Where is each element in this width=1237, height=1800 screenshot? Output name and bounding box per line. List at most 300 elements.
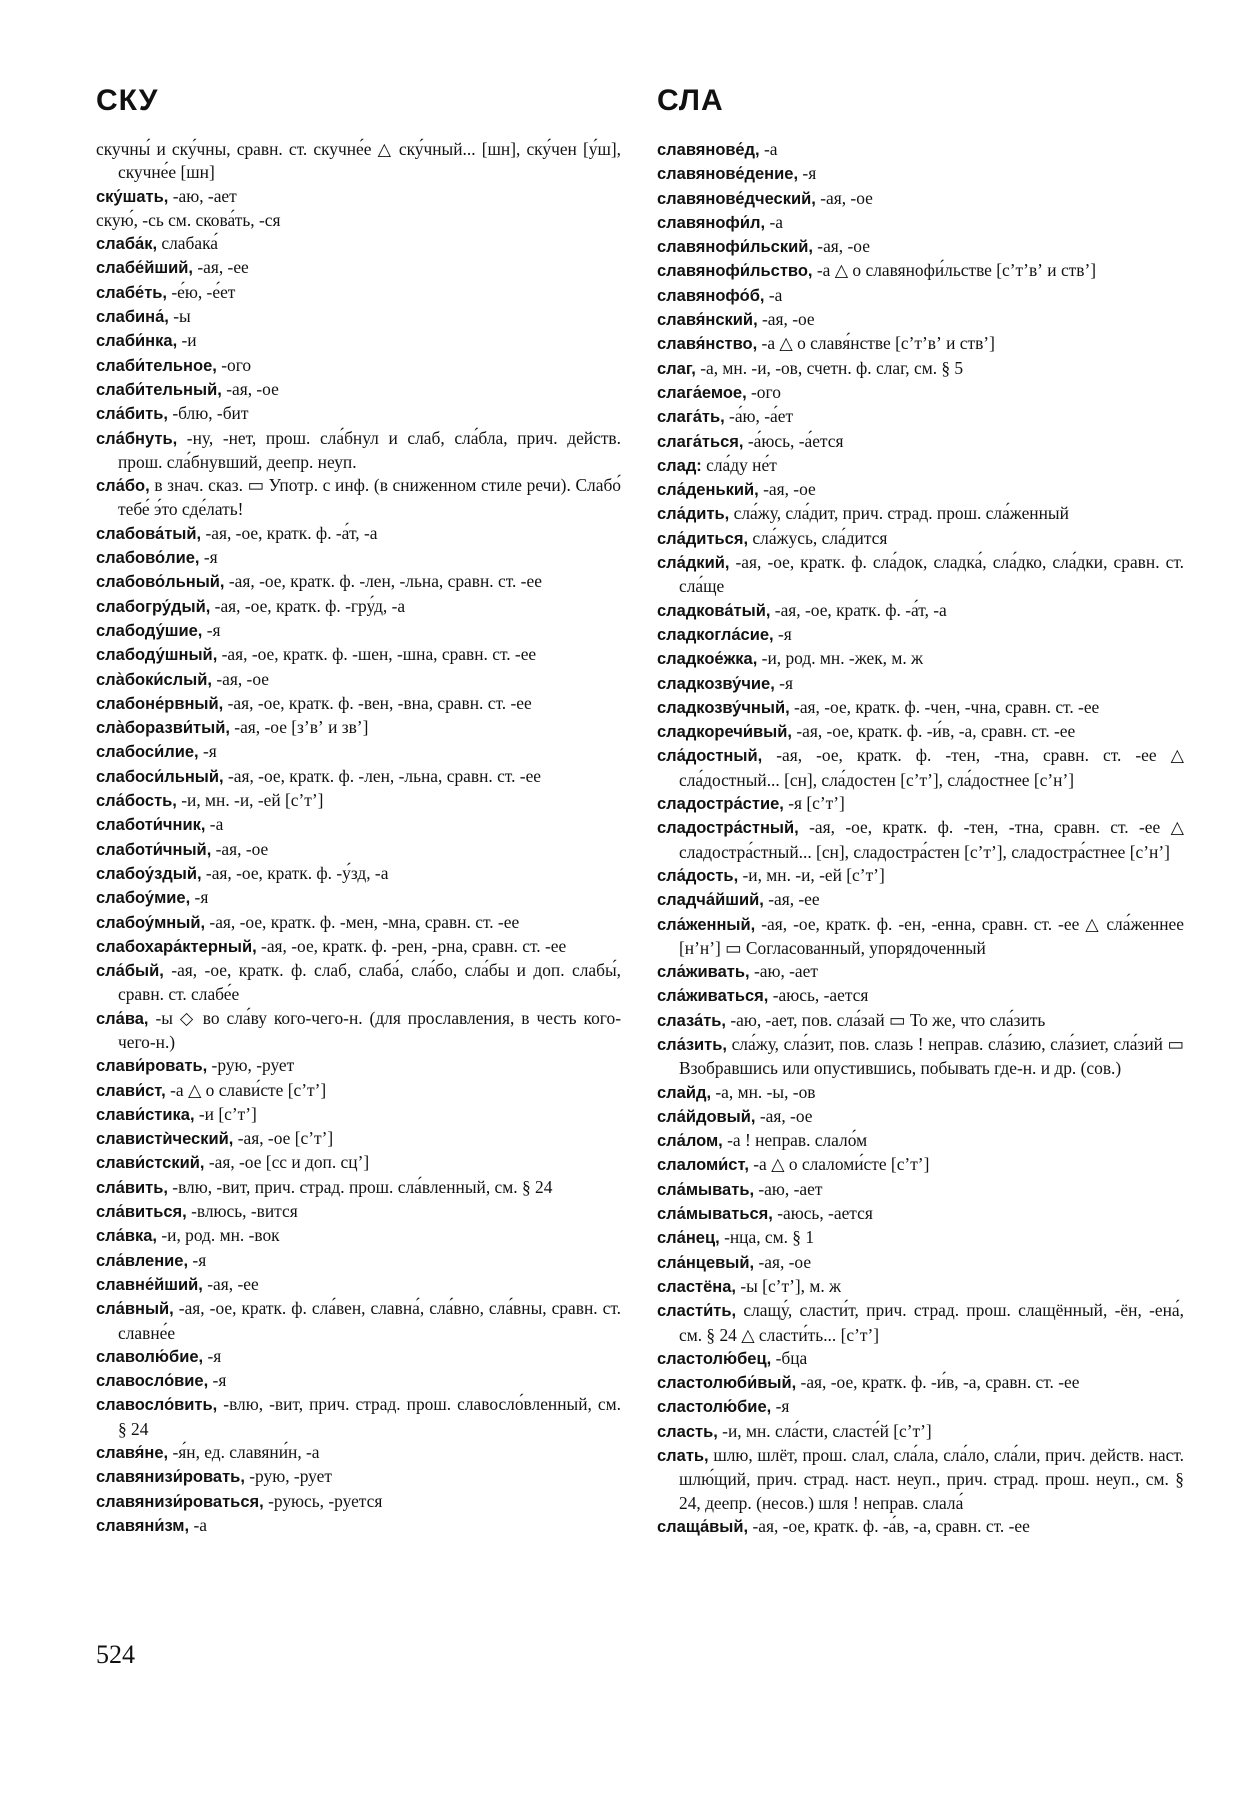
dictionary-entry xyxy=(96,1369,621,1393)
dictionary-entry xyxy=(657,478,1184,502)
dictionary-entry xyxy=(657,696,1184,720)
entry-headword: сластолюби́вый, xyxy=(657,1374,797,1393)
entry-headword: сладча́йший, xyxy=(657,891,764,910)
dictionary-entry xyxy=(657,259,1184,283)
dictionary-entry xyxy=(657,1226,1184,1250)
entry-headword: слабе́ть, xyxy=(96,283,168,302)
dictionary-entry xyxy=(96,789,621,813)
right-column xyxy=(657,138,1184,1539)
entry-text: -а xyxy=(759,139,778,159)
entry-text: -а, мн. -и, -ов, счетн. ф. слаг, см. § 5 xyxy=(695,357,964,378)
dictionary-entry xyxy=(657,1153,1184,1177)
entry-text: -рую, -рует xyxy=(207,1055,295,1076)
entry-headword: сладкозву́чный, xyxy=(657,698,790,717)
entry-text: -влю, -вит, прич. страд. прош. славосло́вленный, см. § 24 xyxy=(118,1394,621,1439)
entry-text: шлю, шлёт, прош. слал, сла́ла, сла́ло, сла́ли, прич. действ. наст. шлю́щий, прич. страд. наст. неуп., прич. страд. прош. неуп., см. § 24, деепр. (несов.) шля ! неправ. слала́ xyxy=(679,1445,1184,1513)
entry-headword: слабоду́шие, xyxy=(96,621,203,640)
entry-headword: слаби́нка, xyxy=(96,332,178,351)
entry-headword: слабина́, xyxy=(96,308,169,327)
entry-text: -я xyxy=(203,1345,222,1366)
dictionary-entry xyxy=(96,354,621,378)
entry-text: -аю, -ает xyxy=(754,1178,823,1199)
dictionary-entry xyxy=(657,430,1184,454)
entry-headword: сластолю́бец, xyxy=(657,1349,772,1368)
entry-text: -ая, -ое, кратк. ф. слаб, слаба́, сла́бо, сла́бы и доп. слабы́, сравн. ст. слабе́е xyxy=(118,960,621,1005)
dictionary-entry xyxy=(96,1393,621,1441)
entry-headword: сла́диться, xyxy=(657,529,749,548)
entry-text: -ая, -ое, кратк. ф. -шен, -шна, сравн. ст. -ее xyxy=(217,644,537,665)
entry-text: в знач. сказ. ▭ Употр. с инф. (в сниженном стиле речи). Слабо́ тебе́ э́то сде́лать! xyxy=(118,475,621,520)
dictionary-entry xyxy=(657,381,1184,405)
entry-text: -е́ю, -е́ет xyxy=(167,281,236,302)
dictionary-entry xyxy=(96,959,621,1007)
entry-text: -ая, -ее xyxy=(192,257,249,278)
dictionary-entry xyxy=(657,647,1184,671)
entry-headword: сла́нцевый, xyxy=(657,1253,755,1272)
entry-text: -а xyxy=(765,211,783,232)
entry-text: -ая, -ое xyxy=(758,479,816,500)
entry-headword: славянофи́льство, xyxy=(657,262,813,281)
entry-text: -ая, -ое [сʼтʼ] xyxy=(233,1128,334,1149)
dictionary-entry xyxy=(657,1009,1184,1033)
entry-headword: слаг, xyxy=(657,359,696,378)
entry-headword: сла́дость, xyxy=(657,866,739,885)
dictionary-entry xyxy=(657,720,1184,744)
entry-text: -ая, -ое, кратк. ф. -а́т, -а xyxy=(201,522,378,543)
entry-text: -и, мн. -и, -ей [сʼтʼ] xyxy=(176,790,324,811)
entry-headword: сластолю́бие, xyxy=(657,1398,772,1417)
entry-headword: слабоне́рвный, xyxy=(96,694,224,713)
entry-text: -и [сʼтʼ] xyxy=(194,1103,257,1124)
entry-text: -аю, -ает xyxy=(749,961,818,982)
dictionary-entry xyxy=(96,1103,621,1127)
entry-headword: сла́достный, xyxy=(657,747,763,766)
entry-headword: сладкоречи́вый, xyxy=(657,723,792,742)
entry-text: -ы xyxy=(168,306,191,327)
dictionary-entry xyxy=(96,1490,621,1514)
entry-text: -ая, -ое, кратк. ф. -гру́д, -а xyxy=(210,595,406,616)
entry-text: -ая, -ое [сс и доп. сцʼ] xyxy=(204,1152,370,1173)
entry-headword: сладкогла́сие, xyxy=(657,625,774,644)
entry-text: -ая, -ое xyxy=(754,1251,812,1272)
entry-text: -ы [сʼтʼ], м. ж xyxy=(736,1275,842,1296)
entry-headword: слад: xyxy=(657,456,702,475)
dictionary-entry xyxy=(96,838,621,862)
dictionary-entry xyxy=(96,1079,621,1103)
entry-headword: слаба́к, xyxy=(96,235,158,254)
entry-headword: слабово́лие, xyxy=(96,549,200,568)
entry-headword: сластёна, xyxy=(657,1277,736,1296)
entry-headword: сла́йдовый, xyxy=(657,1107,756,1126)
entry-text: -а ! неправ. слало́м xyxy=(722,1130,868,1151)
entry-text: -бца xyxy=(771,1347,808,1368)
dictionary-entry xyxy=(96,378,621,402)
dictionary-entry xyxy=(96,1273,621,1297)
dictionary-entry xyxy=(657,527,1184,551)
entry-text: -ая, -ое, кратк. ф. -рен, -рна, сравн. ст. -ее xyxy=(256,935,567,956)
entry-text: -я xyxy=(771,1396,790,1417)
entry-headword: сла́мываться, xyxy=(657,1205,773,1224)
dictionary-entry xyxy=(657,984,1184,1008)
dictionary-entry xyxy=(96,185,621,209)
dictionary-entry xyxy=(96,1127,621,1151)
entry-headword: сласть, xyxy=(657,1422,718,1441)
entry-text: -влюсь, -вится xyxy=(186,1201,298,1222)
entry-text: -а xyxy=(205,814,224,835)
entry-text: -и, мн. сла́сти, сласте́й [сʼтʼ] xyxy=(717,1420,932,1441)
entry-text: -аюсь, -ается xyxy=(768,985,869,1006)
dictionary-entry xyxy=(96,232,621,256)
entry-headword: сла́бость, xyxy=(96,792,177,811)
entry-text: -аю, -ает xyxy=(168,185,237,206)
dictionary-entry xyxy=(657,1371,1184,1395)
dictionary-entry xyxy=(657,1178,1184,1202)
dictionary-entry xyxy=(96,911,621,935)
entry-text: -ая, -ое xyxy=(755,1105,813,1126)
dictionary-entry xyxy=(657,672,1184,696)
entry-text: -ая, -ое xyxy=(815,187,873,208)
entry-text: -ая, -ое, кратк. ф. -вен, -вна, сравн. ст. -ее xyxy=(223,692,532,713)
entry-text: -рую, -рует xyxy=(244,1466,332,1487)
entry-text: -ая, -ее xyxy=(763,889,820,910)
entry-headword: славянове́дение, xyxy=(657,165,799,184)
entry-text: -руюсь, -руется xyxy=(263,1490,383,1511)
entry-headword: сла́лом, xyxy=(657,1132,723,1151)
entry-headword: слабе́йший, xyxy=(96,259,193,278)
entry-headword: слаботи́чный, xyxy=(96,840,212,859)
dictionary-entry xyxy=(96,1297,621,1345)
dictionary-entry xyxy=(657,599,1184,623)
entry-text: -ая, -ое, кратк. ф. -тен, -тна, сравн. ст. -ее △ сла́достный... [сн], сла́достен [сʼтʼ], сла́достнее [сʼнʼ] xyxy=(679,745,1184,790)
dictionary-entry xyxy=(96,813,621,837)
entry-text: -а xyxy=(764,284,783,305)
entry-text: -ая, -ое, кратк. ф. -и́в, -а, сравн. ст. -ее xyxy=(791,721,1076,742)
entry-headword: славя́нство, xyxy=(657,335,758,354)
entry-headword: слаломи́ст, xyxy=(657,1156,749,1175)
entry-headword: слаботи́чник, xyxy=(96,816,206,835)
dictionary-entry xyxy=(96,305,621,329)
dictionary-entry xyxy=(96,1054,621,1078)
entry-text: -влю, -вит, прич. страд. прош. сла́вленный, см. § 24 xyxy=(167,1176,553,1197)
dictionary-entry xyxy=(657,1515,1184,1539)
entry-headword: сла́нец, xyxy=(657,1229,720,1248)
entry-text: -а △ о славя́нстве [сʼтʼвʼ и ствʼ] xyxy=(757,333,995,354)
dictionary-entry xyxy=(657,357,1184,381)
entry-text: -а, мн. -ы, -ов xyxy=(711,1081,816,1102)
entry-text: сла́жу, сла́зит, пов. слазь ! неправ. сла́зию, сла́зиет, сла́зий ▭ Взобравшись или опустившись, побывать где-н. и др. (сов.) xyxy=(679,1033,1184,1079)
dictionary-entry xyxy=(657,744,1184,792)
entry-text: -я xyxy=(773,623,792,644)
entry-headword: сла́вный, xyxy=(96,1300,174,1319)
dictionary-entry xyxy=(657,1444,1184,1515)
entry-text: сла́жусь, сла́дится xyxy=(748,527,888,548)
dictionary-entry xyxy=(657,1420,1184,1444)
entry-text: -аюсь, -ается xyxy=(772,1203,873,1224)
page-number: 524 xyxy=(96,1640,135,1669)
entry-text: -и xyxy=(177,330,197,351)
dictionary-entry xyxy=(96,1441,621,1465)
entry-headword: сла́дить, xyxy=(657,505,730,524)
entry-headword: сладостра́стный, xyxy=(657,819,799,838)
entry-text: -ая, -ое xyxy=(757,309,815,330)
entry-text: -ая, -ое, кратк. ф. -мен, -мна, сравн. ст. -ее xyxy=(205,911,520,932)
dictionary-entry xyxy=(96,595,621,619)
dictionary-entry xyxy=(657,308,1184,332)
dictionary-entry xyxy=(96,329,621,353)
entry-headword: славянизи́ровать, xyxy=(96,1468,245,1487)
entry-text: -ая, -ое, кратк. ф. -и́в, -а, сравн. ст. -ее xyxy=(796,1372,1080,1393)
dictionary-entry xyxy=(657,211,1184,235)
entry-headword: слабоу́здый, xyxy=(96,864,202,883)
entry-text: -ну, -нет, прош. сла́бнул и слаб, сла́бла, прич. действ. прош. сла́бнувший, деепр. неуп. xyxy=(118,427,621,472)
entry-text: -а xyxy=(189,1514,207,1535)
entry-headword: слабова́тый, xyxy=(96,524,202,543)
entry-headword: сла́зить, xyxy=(657,1035,727,1054)
entry-text: -ая, -ое xyxy=(211,668,269,689)
entry-headword: славянофо́б, xyxy=(657,286,765,305)
dictionary-entry xyxy=(657,1299,1184,1347)
entry-headword: слабоу́мный, xyxy=(96,913,206,932)
dictionary-entry xyxy=(96,1465,621,1489)
entry-text: -я xyxy=(198,741,217,762)
entry-text: -ая, -ое, кратк. ф. -лен, -льна, сравн. ст. -ее xyxy=(224,571,542,592)
entry-headword: слать, xyxy=(657,1447,709,1466)
entry-headword: слави́стика, xyxy=(96,1105,195,1124)
entry-text: -ая, -ое xyxy=(812,236,870,257)
entry-text: -и, род. мн. -жек, м. ж xyxy=(757,648,924,669)
entry-text: -ая, -ое, кратк. ф. -чен, -чна, сравн. ст. -ее xyxy=(789,696,1100,717)
entry-text: -ая, -ое, кратк. ф. сла́док, сладка́, сла́дко, сла́дки, сравн. ст. сла́ще xyxy=(679,552,1184,597)
entry-text: -я xyxy=(188,1249,207,1270)
entry-headword: сла́живать, xyxy=(657,963,750,982)
entry-headword: сладкое́жка, xyxy=(657,650,758,669)
dictionary-entry xyxy=(96,1176,621,1200)
dictionary-entry xyxy=(657,1129,1184,1153)
running-head-right: СЛА xyxy=(657,84,724,117)
dictionary-entry xyxy=(96,427,621,475)
dictionary-entry xyxy=(657,162,1184,186)
entry-headword: сла́живаться, xyxy=(657,987,769,1006)
entry-text: -ая, -ое xyxy=(211,838,269,859)
entry-headword: слави́ст, xyxy=(96,1081,166,1100)
dictionary-entry xyxy=(96,1249,621,1273)
dictionary-entry xyxy=(657,284,1184,308)
entry-headword: слага́ть, xyxy=(657,408,725,427)
left-column xyxy=(96,138,621,1538)
running-head-left: СКУ xyxy=(96,84,159,117)
entry-headword: слабохара́ктерный, xyxy=(96,937,257,956)
dictionary-entry xyxy=(96,522,621,546)
entry-text: -ы ◇ во сла́ву кого-чего-н. (для прославления, в честь кого-чего-н.) xyxy=(118,1007,621,1052)
entry-text: сла́жу, сла́дит, прич. страд. прош. сла́женный xyxy=(729,503,1069,524)
entry-text: -ая, -ое, кратк. ф. -а́т, -а xyxy=(770,599,947,620)
entry-headword: слабоду́шный, xyxy=(96,646,218,665)
entry-headword: славяни́зм, xyxy=(96,1516,190,1535)
entry-text: -ая, -ое, кратк. ф. сла́вен, славна́, сла́вно, сла́вны, сравн. ст. славне́е xyxy=(118,1298,621,1343)
dictionary-entry xyxy=(657,864,1184,888)
entry-text: -блю, -бит xyxy=(167,403,249,424)
dictionary-entry xyxy=(96,209,621,232)
entry-headword: сла́мывать, xyxy=(657,1180,755,1199)
entry-headword: слабоу́мие, xyxy=(96,889,191,908)
dictionary-entry xyxy=(657,1251,1184,1275)
entry-text: скую́, -сь см. скова́ть, -ся xyxy=(96,209,281,230)
entry-headword: сладостра́стие, xyxy=(657,795,784,814)
entry-headword: славне́йший, xyxy=(96,1275,203,1294)
entry-headword: сла́бнуть, xyxy=(96,429,178,448)
dictionary-entry xyxy=(96,1007,621,1055)
dictionary-entry xyxy=(96,716,621,740)
entry-text: -ая, -ое, кратк. ф. -ен, -енна, сравн. ст. -ее △ сла́женнее [нʼнʼ] ▭ Согласованный, упорядоченный xyxy=(679,913,1184,958)
entry-text: -а △ о славянофи́льстве [сʼтʼвʼ и ствʼ] xyxy=(812,260,1097,281)
dictionary-entry xyxy=(96,138,621,185)
entry-text: -а △ о слави́сте [сʼтʼ] xyxy=(165,1079,327,1100)
entry-text: -ая, -ое, кратк. ф. -лен, -льна, сравн. ст. -ее xyxy=(223,765,542,786)
dictionary-entry xyxy=(96,935,621,959)
dictionary-entry xyxy=(657,888,1184,912)
entry-headword: славянизи́роваться, xyxy=(96,1492,264,1511)
entry-headword: слага́ться, xyxy=(657,432,744,451)
dictionary-entry xyxy=(657,816,1184,864)
dictionary-entry xyxy=(657,235,1184,259)
entry-text: -и, род. мн. -вок xyxy=(157,1225,280,1246)
entry-headword: сла́вление, xyxy=(96,1251,189,1270)
dictionary-entry xyxy=(96,1345,621,1369)
entry-headword: славянове́д, xyxy=(657,141,760,159)
dictionary-entry xyxy=(657,1202,1184,1226)
dictionary-entry xyxy=(96,692,621,716)
entry-headword: слабоси́льный, xyxy=(96,767,224,786)
entry-text: -и, мн. -и, -ей [сʼтʼ] xyxy=(738,864,885,885)
dictionary-entry xyxy=(657,551,1184,599)
entry-text: -ая, -ое, кратк. ф. -тен, -тна, сравн. ст. -ее △ сладостра́стный... [сн], сладостра́стен [сʼтʼ], сладостра́стнее [сʼнʼ] xyxy=(679,817,1184,862)
entry-text: -ая, -ое [зʼвʼ и звʼ] xyxy=(229,717,369,738)
entry-text: -я xyxy=(208,1370,227,1391)
entry-headword: сла́виться, xyxy=(96,1203,187,1222)
dictionary-entry xyxy=(657,138,1184,162)
dictionary-entry xyxy=(96,740,621,764)
entry-headword: слабогру́дый, xyxy=(96,597,211,616)
entry-headword: слаби́тельное, xyxy=(96,356,217,375)
entry-headword: слабоси́лие, xyxy=(96,743,199,762)
dictionary-entry xyxy=(96,643,621,667)
dictionary-entry xyxy=(96,1200,621,1224)
dictionary-entry xyxy=(96,862,621,886)
entry-text: -я xyxy=(774,672,793,693)
entry-text: -аю, -ает, пов. сла́зай ▭ То же, что сла́зить xyxy=(726,1009,1046,1030)
dictionary-entry xyxy=(657,623,1184,647)
entry-headword: сла̀боки́слый, xyxy=(96,670,212,689)
entry-headword: сла́вка, xyxy=(96,1227,157,1246)
entry-text: -ого xyxy=(216,354,252,375)
entry-text: скучны́ и ску́чны, сравн. ст. скучне́е △ ску́чный... [шн], ску́чен [у́ш], скучне́е [шн] xyxy=(96,139,621,183)
entry-headword: сласти́ть, xyxy=(657,1302,737,1321)
entry-headword: славолю́бие, xyxy=(96,1347,204,1366)
dictionary-entry xyxy=(96,402,621,426)
entry-headword: ску́шать, xyxy=(96,187,169,206)
dictionary-entry xyxy=(96,256,621,280)
entry-headword: славя́не, xyxy=(96,1444,169,1463)
entry-text: -ая, -ое, кратк. ф. -а́в, -а, сравн. ст. -ее xyxy=(748,1515,1030,1536)
entry-headword: слаза́ть, xyxy=(657,1011,727,1030)
entry-headword: сла́ва, xyxy=(96,1009,149,1028)
entry-headword: слайд, xyxy=(657,1083,712,1102)
entry-text: -я xyxy=(798,163,817,184)
entry-text: сла́ду не́т xyxy=(701,454,777,475)
entry-headword: сла́бить, xyxy=(96,405,168,424)
dictionary-entry xyxy=(96,570,621,594)
dictionary-entry xyxy=(96,474,621,522)
entry-text: слащу́, сласти́т, прич. страд. прош. слащённый, -ён, -ена́, см. § 24 △ сласти́ть... [сʼтʼ] xyxy=(679,1300,1184,1345)
entry-headword: сладкозву́чие, xyxy=(657,674,775,693)
entry-text: -ого xyxy=(746,381,781,402)
entry-headword: славянофи́л, xyxy=(657,213,766,232)
entry-text: -я xyxy=(202,619,221,640)
entry-text: -а △ о слаломи́сте [сʼтʼ] xyxy=(748,1154,930,1175)
dictionary-entry xyxy=(657,1081,1184,1105)
entry-headword: славистѝческий, xyxy=(96,1130,234,1149)
dictionary-entry xyxy=(657,792,1184,816)
dictionary-entry xyxy=(657,405,1184,429)
dictionary-entry xyxy=(96,619,621,643)
entry-headword: сла́бый, xyxy=(96,962,164,981)
entry-text: -ая, -ое, кратк. ф. -у́зд, -а xyxy=(201,862,389,883)
entry-headword: сла̀боразви́тый, xyxy=(96,719,230,738)
entry-headword: сла́вить, xyxy=(96,1178,168,1197)
dictionary-entry xyxy=(96,886,621,910)
dictionary-entry xyxy=(657,502,1184,526)
entry-headword: сла́дкий, xyxy=(657,554,730,573)
entry-headword: сла́женный, xyxy=(657,915,756,934)
dictionary-entry xyxy=(657,913,1184,961)
dictionary-entry xyxy=(657,1395,1184,1419)
entry-text: -ая, -ее xyxy=(202,1273,259,1294)
entry-text: -нца, см. § 1 xyxy=(719,1227,815,1248)
dictionary-entry xyxy=(96,281,621,305)
dictionary-entry xyxy=(96,546,621,570)
entry-headword: слага́емое, xyxy=(657,383,747,402)
dictionary-entry xyxy=(657,187,1184,211)
entry-text: -а́юсь, -а́ется xyxy=(743,430,844,451)
entry-headword: славя́нский, xyxy=(657,311,758,330)
dictionary-entry xyxy=(657,960,1184,984)
dictionary-entry xyxy=(657,1033,1184,1081)
entry-text: -а́ю, -а́ет xyxy=(724,406,794,427)
entry-headword: славосло́вить, xyxy=(96,1396,218,1415)
entry-headword: сла́бо, xyxy=(96,477,150,496)
dictionary-entry xyxy=(96,1514,621,1538)
dictionary-entry xyxy=(657,1105,1184,1129)
dictionary-entry xyxy=(96,668,621,692)
dictionary-entry xyxy=(657,332,1184,356)
entry-text: -я́н, ед. славяни́н, -а xyxy=(168,1442,320,1463)
dictionary-entry xyxy=(96,1224,621,1248)
entry-text: -я xyxy=(190,887,209,908)
entry-headword: сла́денький, xyxy=(657,481,759,500)
entry-headword: слаща́вый, xyxy=(657,1517,749,1536)
entry-text: -я xyxy=(199,547,218,568)
entry-headword: славянове́дческий, xyxy=(657,189,816,208)
dictionary-entry xyxy=(657,1275,1184,1299)
entry-headword: сладкова́тый, xyxy=(657,601,771,620)
entry-text: слабака́ xyxy=(157,233,218,254)
dictionary-entry xyxy=(96,765,621,789)
entry-text: -ая, -ое xyxy=(221,378,279,399)
entry-headword: славосло́вие, xyxy=(96,1372,209,1391)
entry-headword: славянофи́льский, xyxy=(657,238,813,257)
entry-text: -я [сʼтʼ] xyxy=(783,793,845,814)
entry-headword: слави́стский, xyxy=(96,1154,205,1173)
